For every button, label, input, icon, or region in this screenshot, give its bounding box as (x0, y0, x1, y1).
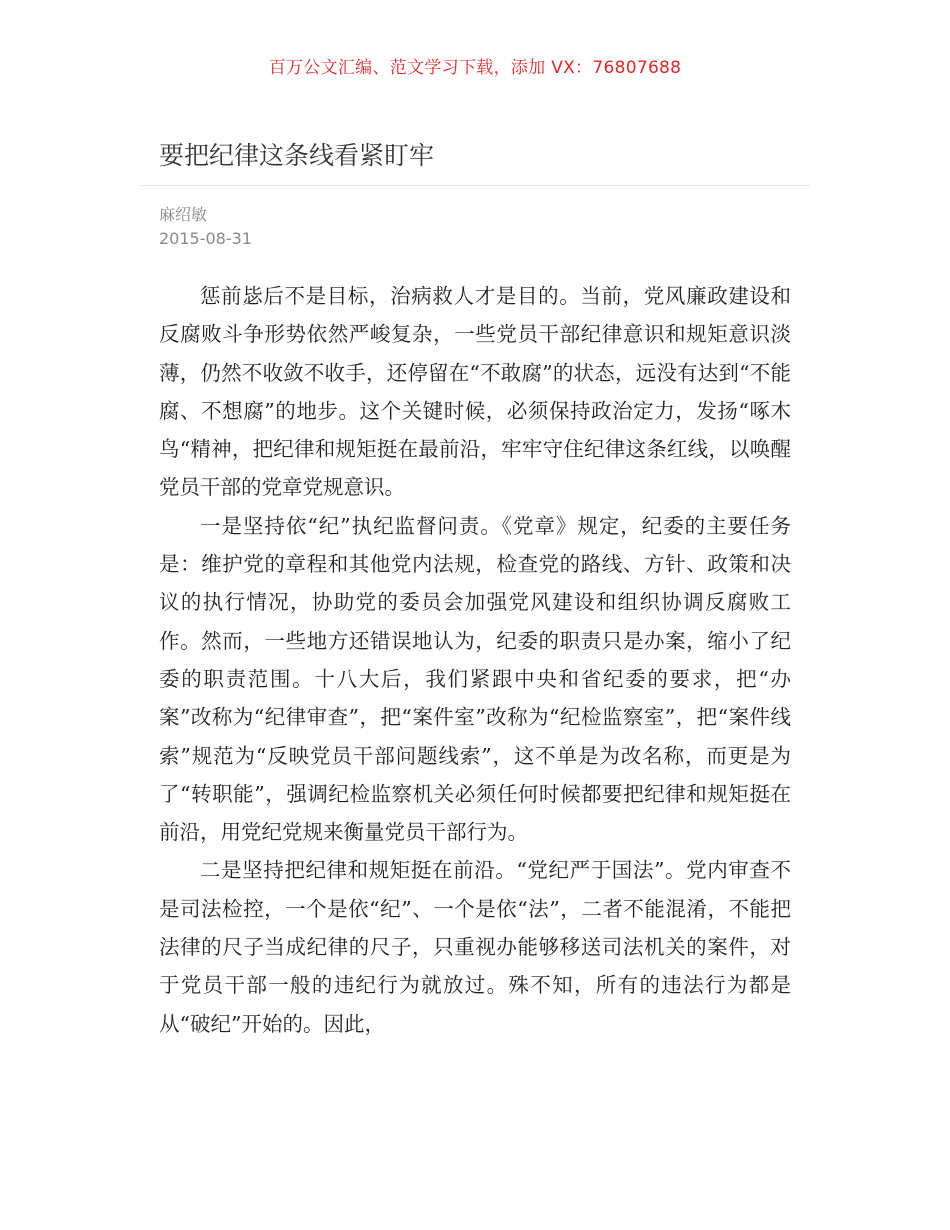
paragraph: 二是坚持把纪律和规矩挺在前沿。“党纪严于国法”。党内审查不是司法检控，一个是依“纪”、一个是依“法”，二者不能混淆，不能把法律的尺子当成纪律的尺子，只重视办能够移送司法机关的案件，对于党员干部一般的违纪行为就放过。殊不知，所有的违法行为都是从“破纪”开始的。因此， (159, 858, 791, 1036)
title-divider (140, 185, 810, 186)
article-body (159, 277, 791, 1043)
promo-banner: 百万公文汇编、范文学习下载，添加 VX：76807688 (268, 58, 682, 78)
article-title: 要把纪律这条线看紧盯牢 (159, 141, 435, 170)
paragraph: 一是坚持依“纪”执纪监督问责。《党章》规定，纪委的主要任务是：维护党的章程和其他党内法规，检查党的路线、方针、政策和决议的执行情况，协助党的委员会加强党风建设和组织协调反腐败工作。然而，一些地方还错误地认为，纪委的职责只是办案，缩小了纪委的职责范围。十八大后，我们紧跟中央和省纪委的要求，把“办案”改称为“纪律审查”，把“案件室”改称为“纪检监察室”，把“案件线索”规范为“反映党员干部问题线索”，这不单是为改名称，而更是为了“转职能”，强调纪检监察机关必须任何时候都要把纪律和规矩挺在前沿，用党纪党规来衡量党员干部行为。 (159, 513, 791, 845)
article-date: 2015-08-31 (159, 229, 252, 248)
paragraph: 惩前毖后不是目标，治病救人才是目的。当前，党风廉政建设和反腐败斗争形势依然严峻复杂，一些党员干部纪律意识和规矩意识淡薄，仍然不收敛不收手，还停留在“不敢腐”的状态，远没有达到“不能腐、不想腐”的地步。这个关键时候，必须保持政治定力，发扬“啄木鸟“精神，把纪律和规矩挺在最前沿，牢牢守住纪律这条红线，以唤醒党员干部的党章党规意识。 (159, 284, 791, 500)
article-author: 麻绍敏 (159, 205, 208, 224)
